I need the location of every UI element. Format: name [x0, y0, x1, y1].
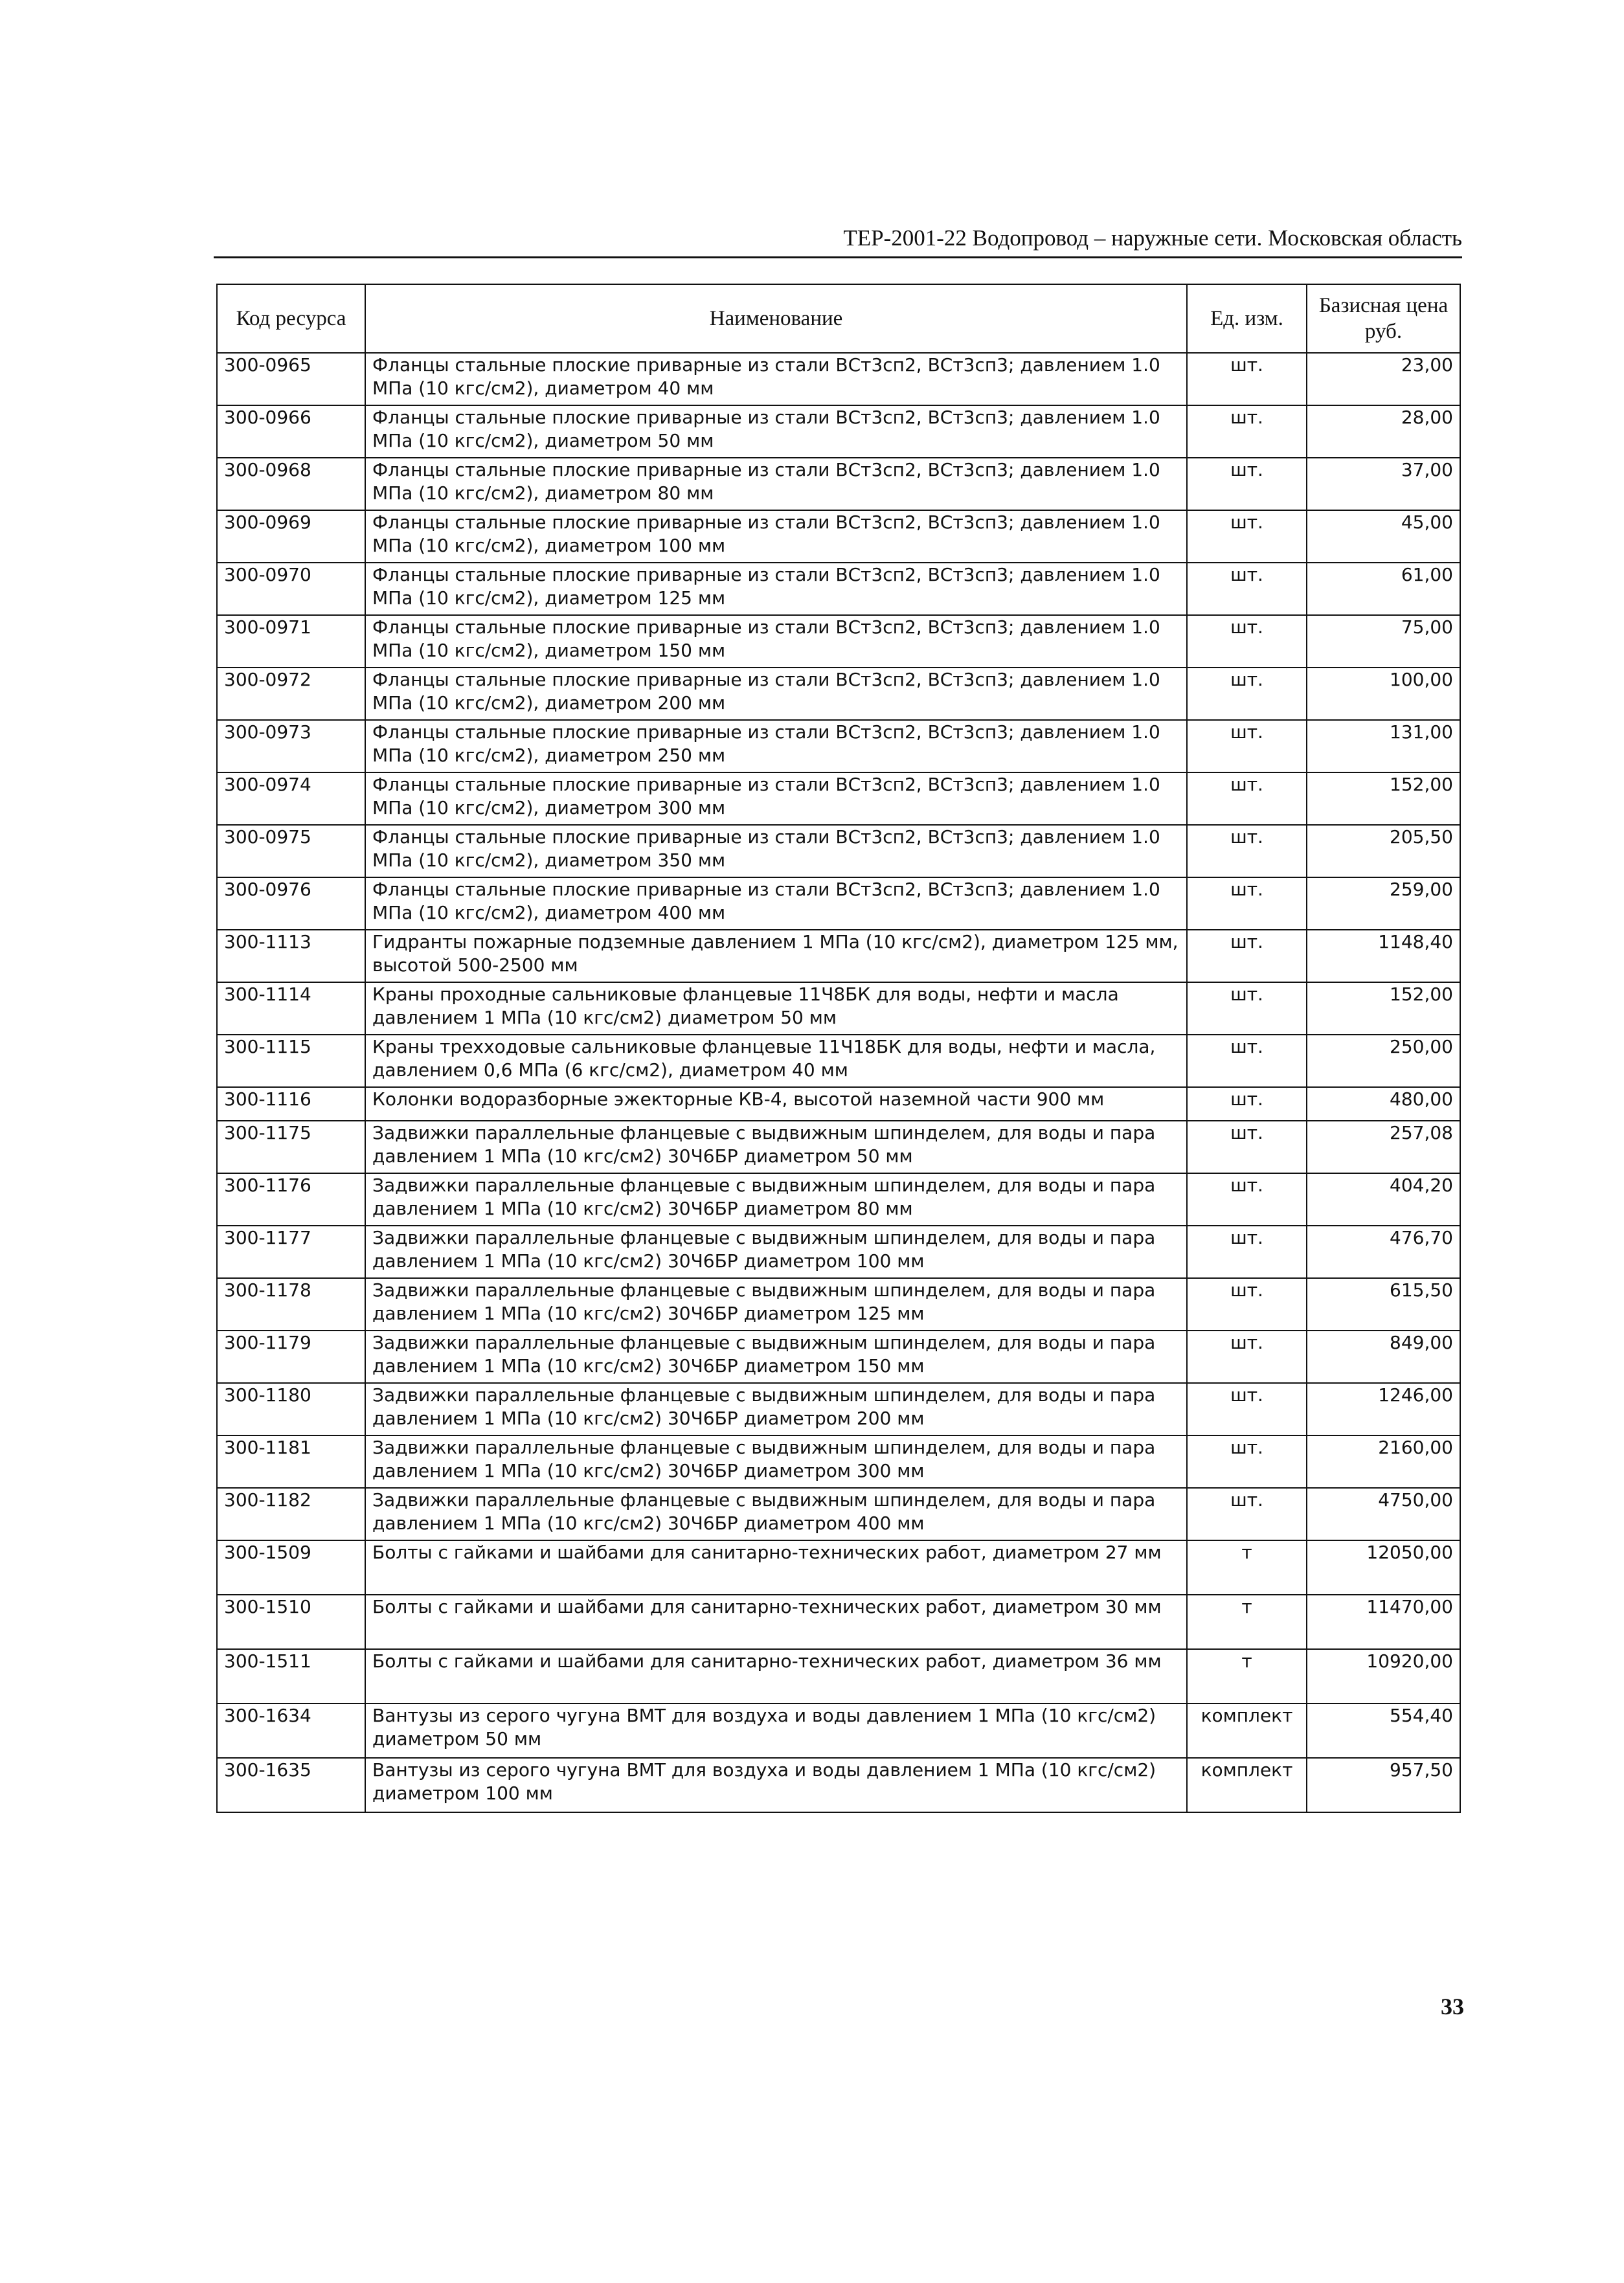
cell-name: Фланцы стальные плоские приварные из стали ВСт3сп2, ВСт3сп3; давлением 1.0 МПа (10 кгс/см2), диаметром 250 мм: [365, 720, 1187, 772]
table-row: [217, 1121, 1460, 1173]
column-header-price: Базисная цена руб.: [1307, 284, 1460, 353]
table-row: [217, 1087, 1460, 1121]
column-header-name: Наименование: [365, 284, 1187, 353]
cell-unit: шт.: [1187, 1226, 1307, 1278]
cell-name: Задвижки параллельные фланцевые с выдвижным шпинделем, для воды и пара давлением 1 МПа (10 кгс/см2) 30Ч6БР диаметром 400 мм: [365, 1488, 1187, 1540]
column-header-unit: Ед. изм.: [1187, 284, 1307, 353]
table-row: [217, 1758, 1460, 1812]
cell-price: 28,00: [1307, 405, 1460, 458]
cell-name: Фланцы стальные плоские приварные из стали ВСт3сп2, ВСт3сп3; давлением 1.0 МПа (10 кгс/см2), диаметром 125 мм: [365, 563, 1187, 615]
cell-price: 259,00: [1307, 877, 1460, 930]
cell-price: 957,50: [1307, 1758, 1460, 1812]
cell-name: Задвижки параллельные фланцевые с выдвижным шпинделем, для воды и пара давлением 1 МПа (10 кгс/см2) 30Ч6БР диаметром 200 мм: [365, 1383, 1187, 1435]
cell-code: 300-1179: [217, 1331, 365, 1383]
cell-price: 1148,40: [1307, 930, 1460, 982]
cell-unit: шт.: [1187, 405, 1307, 458]
cell-name: Фланцы стальные плоские приварные из стали ВСт3сп2, ВСт3сп3; давлением 1.0 МПа (10 кгс/см2), диаметром 80 мм: [365, 458, 1187, 510]
column-header-code: Код ресурса: [217, 284, 365, 353]
cell-name: Фланцы стальные плоские приварные из стали ВСт3сп2, ВСт3сп3; давлением 1.0 МПа (10 кгс/см2), диаметром 150 мм: [365, 615, 1187, 668]
cell-name: Фланцы стальные плоские приварные из стали ВСт3сп2, ВСт3сп3; давлением 1.0 МПа (10 кгс/см2), диаметром 300 мм: [365, 772, 1187, 825]
cell-price: 849,00: [1307, 1331, 1460, 1383]
cell-code: 300-0972: [217, 668, 365, 720]
cell-unit: т: [1187, 1540, 1307, 1595]
cell-code: 300-1175: [217, 1121, 365, 1173]
cell-code: 300-1634: [217, 1704, 365, 1758]
cell-name: Задвижки параллельные фланцевые с выдвижным шпинделем, для воды и пара давлением 1 МПа (10 кгс/см2) 30Ч6БР диаметром 125 мм: [365, 1278, 1187, 1331]
cell-price: 205,50: [1307, 825, 1460, 877]
cell-code: 300-1115: [217, 1035, 365, 1087]
cell-name: Фланцы стальные плоские приварные из стали ВСт3сп2, ВСт3сп3; давлением 1.0 МПа (10 кгс/см2), диаметром 40 мм: [365, 353, 1187, 405]
cell-unit: шт.: [1187, 825, 1307, 877]
cell-name: Задвижки параллельные фланцевые с выдвижным шпинделем, для воды и пара давлением 1 МПа (10 кгс/см2) 30Ч6БР диаметром 100 мм: [365, 1226, 1187, 1278]
table-row: [217, 1435, 1460, 1488]
cell-code: 300-1176: [217, 1173, 365, 1226]
cell-code: 300-1177: [217, 1226, 365, 1278]
table-row: [217, 1595, 1460, 1649]
cell-name: Задвижки параллельные фланцевые с выдвижным шпинделем, для воды и пара давлением 1 МПа (10 кгс/см2) 30Ч6БР диаметром 150 мм: [365, 1331, 1187, 1383]
cell-name: Вантузы из серого чугуна ВМТ для воздуха и воды давлением 1 МПа (10 кгс/см2) диаметром 100 мм: [365, 1758, 1187, 1812]
table-row: [217, 825, 1460, 877]
cell-unit: шт.: [1187, 458, 1307, 510]
cell-unit: шт.: [1187, 772, 1307, 825]
cell-code: 300-1178: [217, 1278, 365, 1331]
cell-price: 152,00: [1307, 772, 1460, 825]
table-row: [217, 1540, 1460, 1595]
cell-price: 615,50: [1307, 1278, 1460, 1331]
cell-name: Вантузы из серого чугуна ВМТ для воздуха и воды давлением 1 МПа (10 кгс/см2) диаметром 50 мм: [365, 1704, 1187, 1758]
cell-code: 300-0970: [217, 563, 365, 615]
cell-price: 152,00: [1307, 982, 1460, 1035]
cell-price: 100,00: [1307, 668, 1460, 720]
table-row: [217, 353, 1460, 405]
cell-name: Фланцы стальные плоские приварные из стали ВСт3сп2, ВСт3сп3; давлением 1.0 МПа (10 кгс/см2), диаметром 100 мм: [365, 510, 1187, 563]
cell-name: Болты с гайками и шайбами для санитарно-технических работ, диаметром 36 мм: [365, 1649, 1187, 1704]
table-row: [217, 510, 1460, 563]
cell-price: 4750,00: [1307, 1488, 1460, 1540]
cell-code: 300-1180: [217, 1383, 365, 1435]
cell-name: Болты с гайками и шайбами для санитарно-технических работ, диаметром 27 мм: [365, 1540, 1187, 1595]
table-row: [217, 1704, 1460, 1758]
cell-unit: комплект: [1187, 1704, 1307, 1758]
table-row: [217, 930, 1460, 982]
cell-name: Фланцы стальные плоские приварные из стали ВСт3сп2, ВСт3сп3; давлением 1.0 МПа (10 кгс/см2), диаметром 350 мм: [365, 825, 1187, 877]
cell-price: 404,20: [1307, 1173, 1460, 1226]
cell-unit: шт.: [1187, 353, 1307, 405]
cell-name: Фланцы стальные плоские приварные из стали ВСт3сп2, ВСт3сп3; давлением 1.0 МПа (10 кгс/см2), диаметром 50 мм: [365, 405, 1187, 458]
cell-code: 300-0969: [217, 510, 365, 563]
cell-name: Фланцы стальные плоские приварные из стали ВСт3сп2, ВСт3сп3; давлением 1.0 МПа (10 кгс/см2), диаметром 200 мм: [365, 668, 1187, 720]
cell-unit: т: [1187, 1595, 1307, 1649]
cell-name: Колонки водоразборные эжекторные КВ-4, высотой наземной части 900 мм: [365, 1087, 1187, 1121]
cell-price: 11470,00: [1307, 1595, 1460, 1649]
cell-price: 61,00: [1307, 563, 1460, 615]
cell-unit: шт.: [1187, 1278, 1307, 1331]
cell-code: 300-0965: [217, 353, 365, 405]
cell-name: Задвижки параллельные фланцевые с выдвижным шпинделем, для воды и пара давлением 1 МПа (10 кгс/см2) 30Ч6БР диаметром 80 мм: [365, 1173, 1187, 1226]
table-row: [217, 1331, 1460, 1383]
cell-price: 37,00: [1307, 458, 1460, 510]
table-row: [217, 877, 1460, 930]
document-header: ТЕР-2001-22 Водопровод – наружные сети. Московская область: [214, 225, 1462, 258]
resource-price-table: [216, 284, 1461, 1813]
cell-code: 300-1181: [217, 1435, 365, 1488]
cell-code: 300-0966: [217, 405, 365, 458]
cell-unit: шт.: [1187, 1383, 1307, 1435]
cell-unit: т: [1187, 1649, 1307, 1704]
cell-unit: шт.: [1187, 930, 1307, 982]
cell-price: 131,00: [1307, 720, 1460, 772]
table-row: [217, 1383, 1460, 1435]
cell-code: 300-1509: [217, 1540, 365, 1595]
cell-unit: шт.: [1187, 1488, 1307, 1540]
cell-price: 23,00: [1307, 353, 1460, 405]
cell-code: 300-1116: [217, 1087, 365, 1121]
cell-code: 300-0973: [217, 720, 365, 772]
cell-unit: шт.: [1187, 877, 1307, 930]
cell-code: 300-0971: [217, 615, 365, 668]
table-row: [217, 563, 1460, 615]
table-row: [217, 1649, 1460, 1704]
cell-name: Фланцы стальные плоские приварные из стали ВСт3сп2, ВСт3сп3; давлением 1.0 МПа (10 кгс/см2), диаметром 400 мм: [365, 877, 1187, 930]
cell-code: 300-1510: [217, 1595, 365, 1649]
table-row: [217, 458, 1460, 510]
table-row: [217, 1035, 1460, 1087]
cell-price: 10920,00: [1307, 1649, 1460, 1704]
cell-price: 250,00: [1307, 1035, 1460, 1087]
cell-price: 476,70: [1307, 1226, 1460, 1278]
cell-name: Болты с гайками и шайбами для санитарно-технических работ, диаметром 30 мм: [365, 1595, 1187, 1649]
cell-code: 300-0968: [217, 458, 365, 510]
table-row: [217, 772, 1460, 825]
cell-price: 257,08: [1307, 1121, 1460, 1173]
table-row: [217, 615, 1460, 668]
cell-code: 300-1635: [217, 1758, 365, 1812]
cell-code: 300-0976: [217, 877, 365, 930]
table-row: [217, 1173, 1460, 1226]
cell-price: 45,00: [1307, 510, 1460, 563]
cell-price: 480,00: [1307, 1087, 1460, 1121]
cell-price: 75,00: [1307, 615, 1460, 668]
cell-code: 300-1113: [217, 930, 365, 982]
cell-name: Гидранты пожарные подземные давлением 1 МПа (10 кгс/см2), диаметром 125 мм, высотой 500-2500 мм: [365, 930, 1187, 982]
cell-code: 300-1511: [217, 1649, 365, 1704]
cell-price: 12050,00: [1307, 1540, 1460, 1595]
table-header-row: [217, 284, 1460, 353]
cell-unit: шт.: [1187, 1035, 1307, 1087]
cell-unit: шт.: [1187, 982, 1307, 1035]
cell-unit: шт.: [1187, 720, 1307, 772]
cell-unit: шт.: [1187, 1121, 1307, 1173]
cell-price: 554,40: [1307, 1704, 1460, 1758]
table-row: [217, 668, 1460, 720]
cell-code: 300-1114: [217, 982, 365, 1035]
cell-code: 300-1182: [217, 1488, 365, 1540]
cell-unit: шт.: [1187, 615, 1307, 668]
table-row: [217, 1226, 1460, 1278]
table-row: [217, 405, 1460, 458]
cell-unit: шт.: [1187, 1087, 1307, 1121]
cell-name: Краны трехходовые сальниковые фланцевые 11Ч18БК для воды, нефти и масла, давлением 0,6 МПа (6 кгс/см2), диаметром 40 мм: [365, 1035, 1187, 1087]
cell-code: 300-0975: [217, 825, 365, 877]
cell-price: 2160,00: [1307, 1435, 1460, 1488]
cell-unit: шт.: [1187, 1331, 1307, 1383]
table-row: [217, 1278, 1460, 1331]
cell-unit: шт.: [1187, 1435, 1307, 1488]
table-row: [217, 982, 1460, 1035]
cell-unit: шт.: [1187, 668, 1307, 720]
cell-unit: комплект: [1187, 1758, 1307, 1812]
table-body: [217, 353, 1460, 1812]
cell-price: 1246,00: [1307, 1383, 1460, 1435]
cell-name: Краны проходные сальниковые фланцевые 11Ч8БК для воды, нефти и масла давлением 1 МПа (10 кгс/см2) диаметром 50 мм: [365, 982, 1187, 1035]
cell-code: 300-0974: [217, 772, 365, 825]
cell-unit: шт.: [1187, 563, 1307, 615]
page-number: 33: [1441, 1994, 1464, 2019]
cell-unit: шт.: [1187, 1173, 1307, 1226]
table-row: [217, 1488, 1460, 1540]
cell-name: Задвижки параллельные фланцевые с выдвижным шпинделем, для воды и пара давлением 1 МПа (10 кгс/см2) 30Ч6БР диаметром 50 мм: [365, 1121, 1187, 1173]
cell-unit: шт.: [1187, 510, 1307, 563]
cell-name: Задвижки параллельные фланцевые с выдвижным шпинделем, для воды и пара давлением 1 МПа (10 кгс/см2) 30Ч6БР диаметром 300 мм: [365, 1435, 1187, 1488]
table-row: [217, 720, 1460, 772]
